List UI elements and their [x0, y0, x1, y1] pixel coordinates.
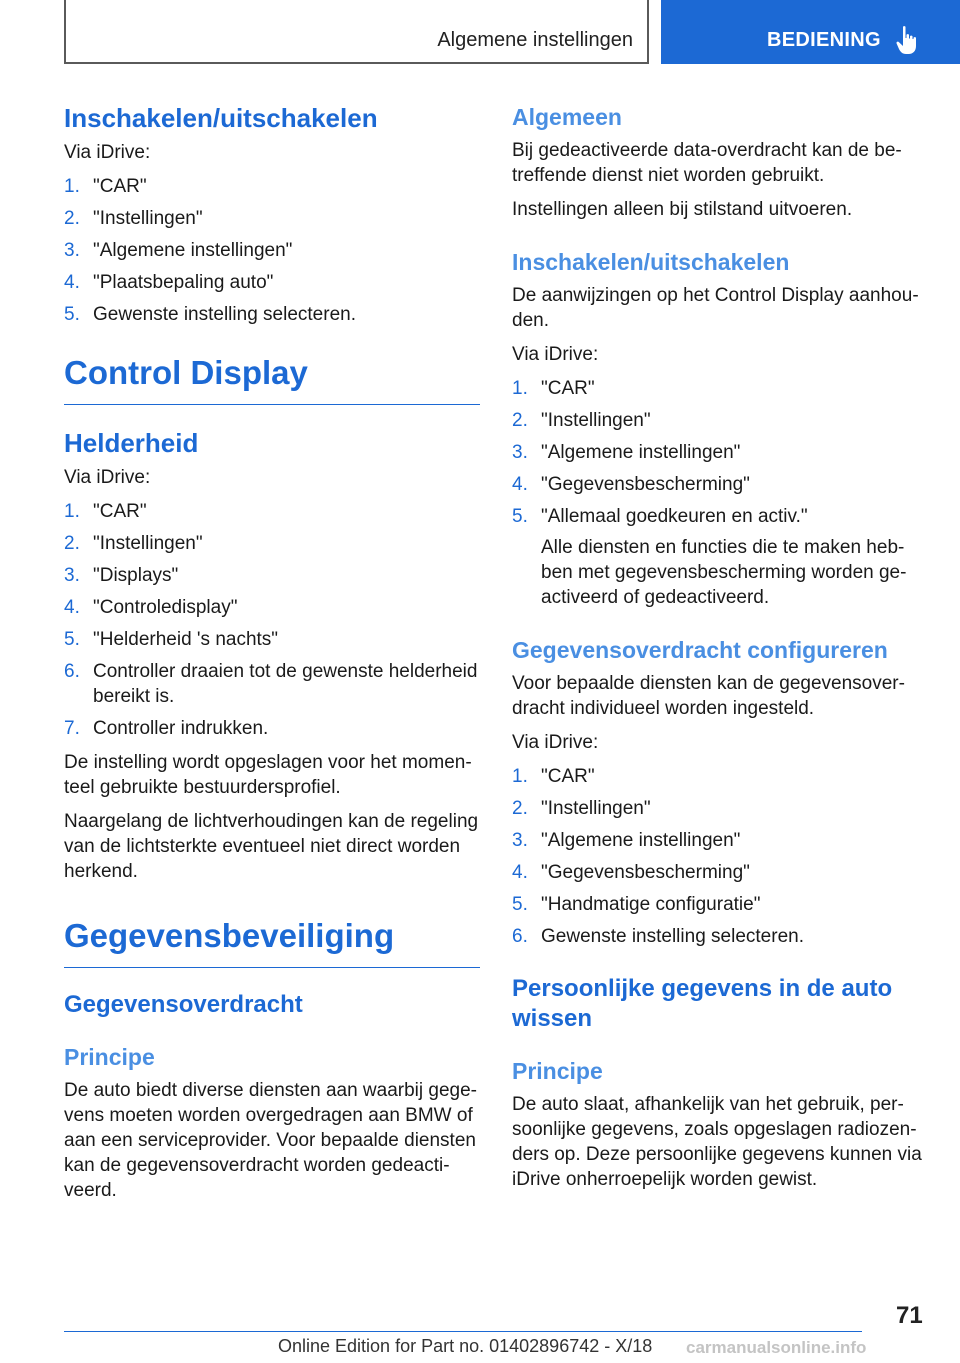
list-item: 4. "Gegevensbescherming"	[512, 862, 750, 883]
list-item: 2. "Instellingen"	[64, 533, 203, 554]
list-item: 4. "Controledisplay"	[64, 597, 238, 618]
chapter-heading-control-display: Control Display	[64, 352, 480, 405]
subsection-title-algemeen: Algemeen	[512, 104, 622, 130]
paragraph-lichtverhoudingen: Naargelang de lichtverhoudingen kan de regeling van de lichtsterkte eventueel niet direct worden herkend.	[64, 811, 479, 882]
footer-divider	[64, 1331, 862, 1332]
step-note: Alle diensten en functies die te maken hebben met gegevensbescherming worden geactiveerd of gedeactiveerd.	[541, 537, 907, 608]
via-idrive-text: Via iDrive:	[64, 467, 151, 488]
steps-list-configureren	[512, 764, 926, 949]
footer-edition-text: Online Edition for Part no. 01402896742 - X/18	[278, 1336, 653, 1356]
paragraph-algemeen-1: Bij gedeactiveerde data-overdracht kan de betreffende dienst niet worden gebruikt.	[512, 140, 902, 186]
list-item: 5. "Handmatige configuratie"	[512, 894, 761, 915]
steps-list-helderheid	[64, 499, 480, 741]
list-item: 2. "Instellingen"	[512, 798, 651, 819]
hand-pointer-icon	[896, 25, 918, 55]
paragraph-principe-wissen: De auto slaat, afhankelijk van het gebruik, persoonlijke gegevens, zoals opgeslagen radiozenders op. Deze persoonlijke gegevens kunnen via iDrive onherroepelijk worden gewist.	[512, 1094, 922, 1190]
header-section-title: Algemene instellingen	[437, 29, 633, 51]
list-item: 6. Controller draaien tot de gewenste helderheid bereikt is.	[64, 661, 478, 707]
list-item: 6. Gewenste instelling selecteren.	[512, 926, 804, 947]
list-item: 1. "CAR"	[64, 176, 147, 197]
paragraph-algemeen-2: Instellingen alleen bij stilstand uitvoeren.	[512, 199, 853, 220]
section-title-inschakelen: Inschakelen/uitschakelen	[64, 103, 378, 133]
list-item: 2. "Instellingen"	[512, 410, 651, 431]
chapter-heading-gegevensbeveiliging: Gegevensbeveiliging	[64, 915, 480, 968]
list-item: 3. "Algemene instellingen"	[64, 240, 293, 261]
subsection-title-principe: Principe	[64, 1044, 155, 1070]
list-item: 2. "Instellingen"	[64, 208, 203, 229]
subsection-title-principe: Principe	[512, 1058, 603, 1084]
footer-watermark	[686, 1336, 924, 1363]
section-title-gegevensoverdracht: Gegevensoverdracht	[64, 991, 303, 1018]
list-item: 1. "CAR"	[512, 378, 595, 399]
list-item: 5. "Allemaal goedkeuren en activ." Alle diensten en functies die te maken hebben met gegevensbescherming worden geactiveerd of gedeactiveerd.	[512, 504, 926, 610]
via-idrive-text: Via iDrive:	[512, 344, 599, 365]
header-section-box	[64, 0, 649, 64]
list-item: 7. Controller indrukken.	[64, 718, 269, 739]
paragraph-principe: De auto biedt diverse diensten aan waarbij gegevens moeten worden overgedragen aan BMW of aan een serviceprovider. Voor bepaalde diensten kan de gegevensoverdracht worden gedeactiveerd.	[64, 1080, 477, 1201]
header-chapter-label: BEDIENING	[767, 29, 881, 51]
watermark-logo	[686, 1336, 924, 1358]
svg-text:carmanualsonline.info: carmanualsonline.info	[686, 1338, 867, 1357]
page-number: 71	[896, 1302, 923, 1329]
list-item: 5. "Helderheid 's nachts"	[64, 629, 279, 650]
list-item: 3. "Algemene instellingen"	[512, 830, 741, 851]
section-title-helderheid: Helderheid	[64, 428, 199, 458]
list-item: 3. "Algemene instellingen"	[512, 442, 741, 463]
steps-list-gegevensbescherming	[512, 376, 926, 610]
subsection-title-inschakelen: Inschakelen/uitschakelen	[512, 249, 790, 275]
steps-list-plaatsbepaling	[64, 174, 480, 327]
paragraph-instelling-opgeslagen: De instelling wordt opgeslagen voor het momenteel gebruikte bestuurdersprofiel.	[64, 752, 472, 798]
list-item: 1. "CAR"	[512, 766, 595, 787]
list-item: 3. "Displays"	[64, 565, 179, 586]
right-column	[512, 102, 926, 1201]
list-item: 4. "Plaatsbepaling auto"	[64, 272, 274, 293]
list-item: 1. "CAR"	[64, 501, 147, 522]
header-chapter-tab	[661, 0, 960, 64]
via-idrive-text: Via iDrive:	[512, 732, 599, 753]
list-item: 4. "Gegevensbescherming"	[512, 474, 750, 495]
section-title-wissen: Persoonlijke gegevens in de auto wissen	[512, 975, 893, 1032]
paragraph-configureren: Voor bepaalde diensten kan de gegevensoverdracht individueel worden ingesteld.	[512, 673, 905, 719]
list-item: 5. Gewenste instelling selecteren.	[64, 304, 356, 325]
subsection-title-configureren: Gegevensoverdracht configureren	[512, 637, 888, 663]
via-idrive-text: Via iDrive:	[64, 142, 151, 163]
left-column	[64, 102, 480, 1212]
paragraph-aanwijzingen: De aanwijzingen op het Control Display aanhouden.	[512, 285, 919, 331]
